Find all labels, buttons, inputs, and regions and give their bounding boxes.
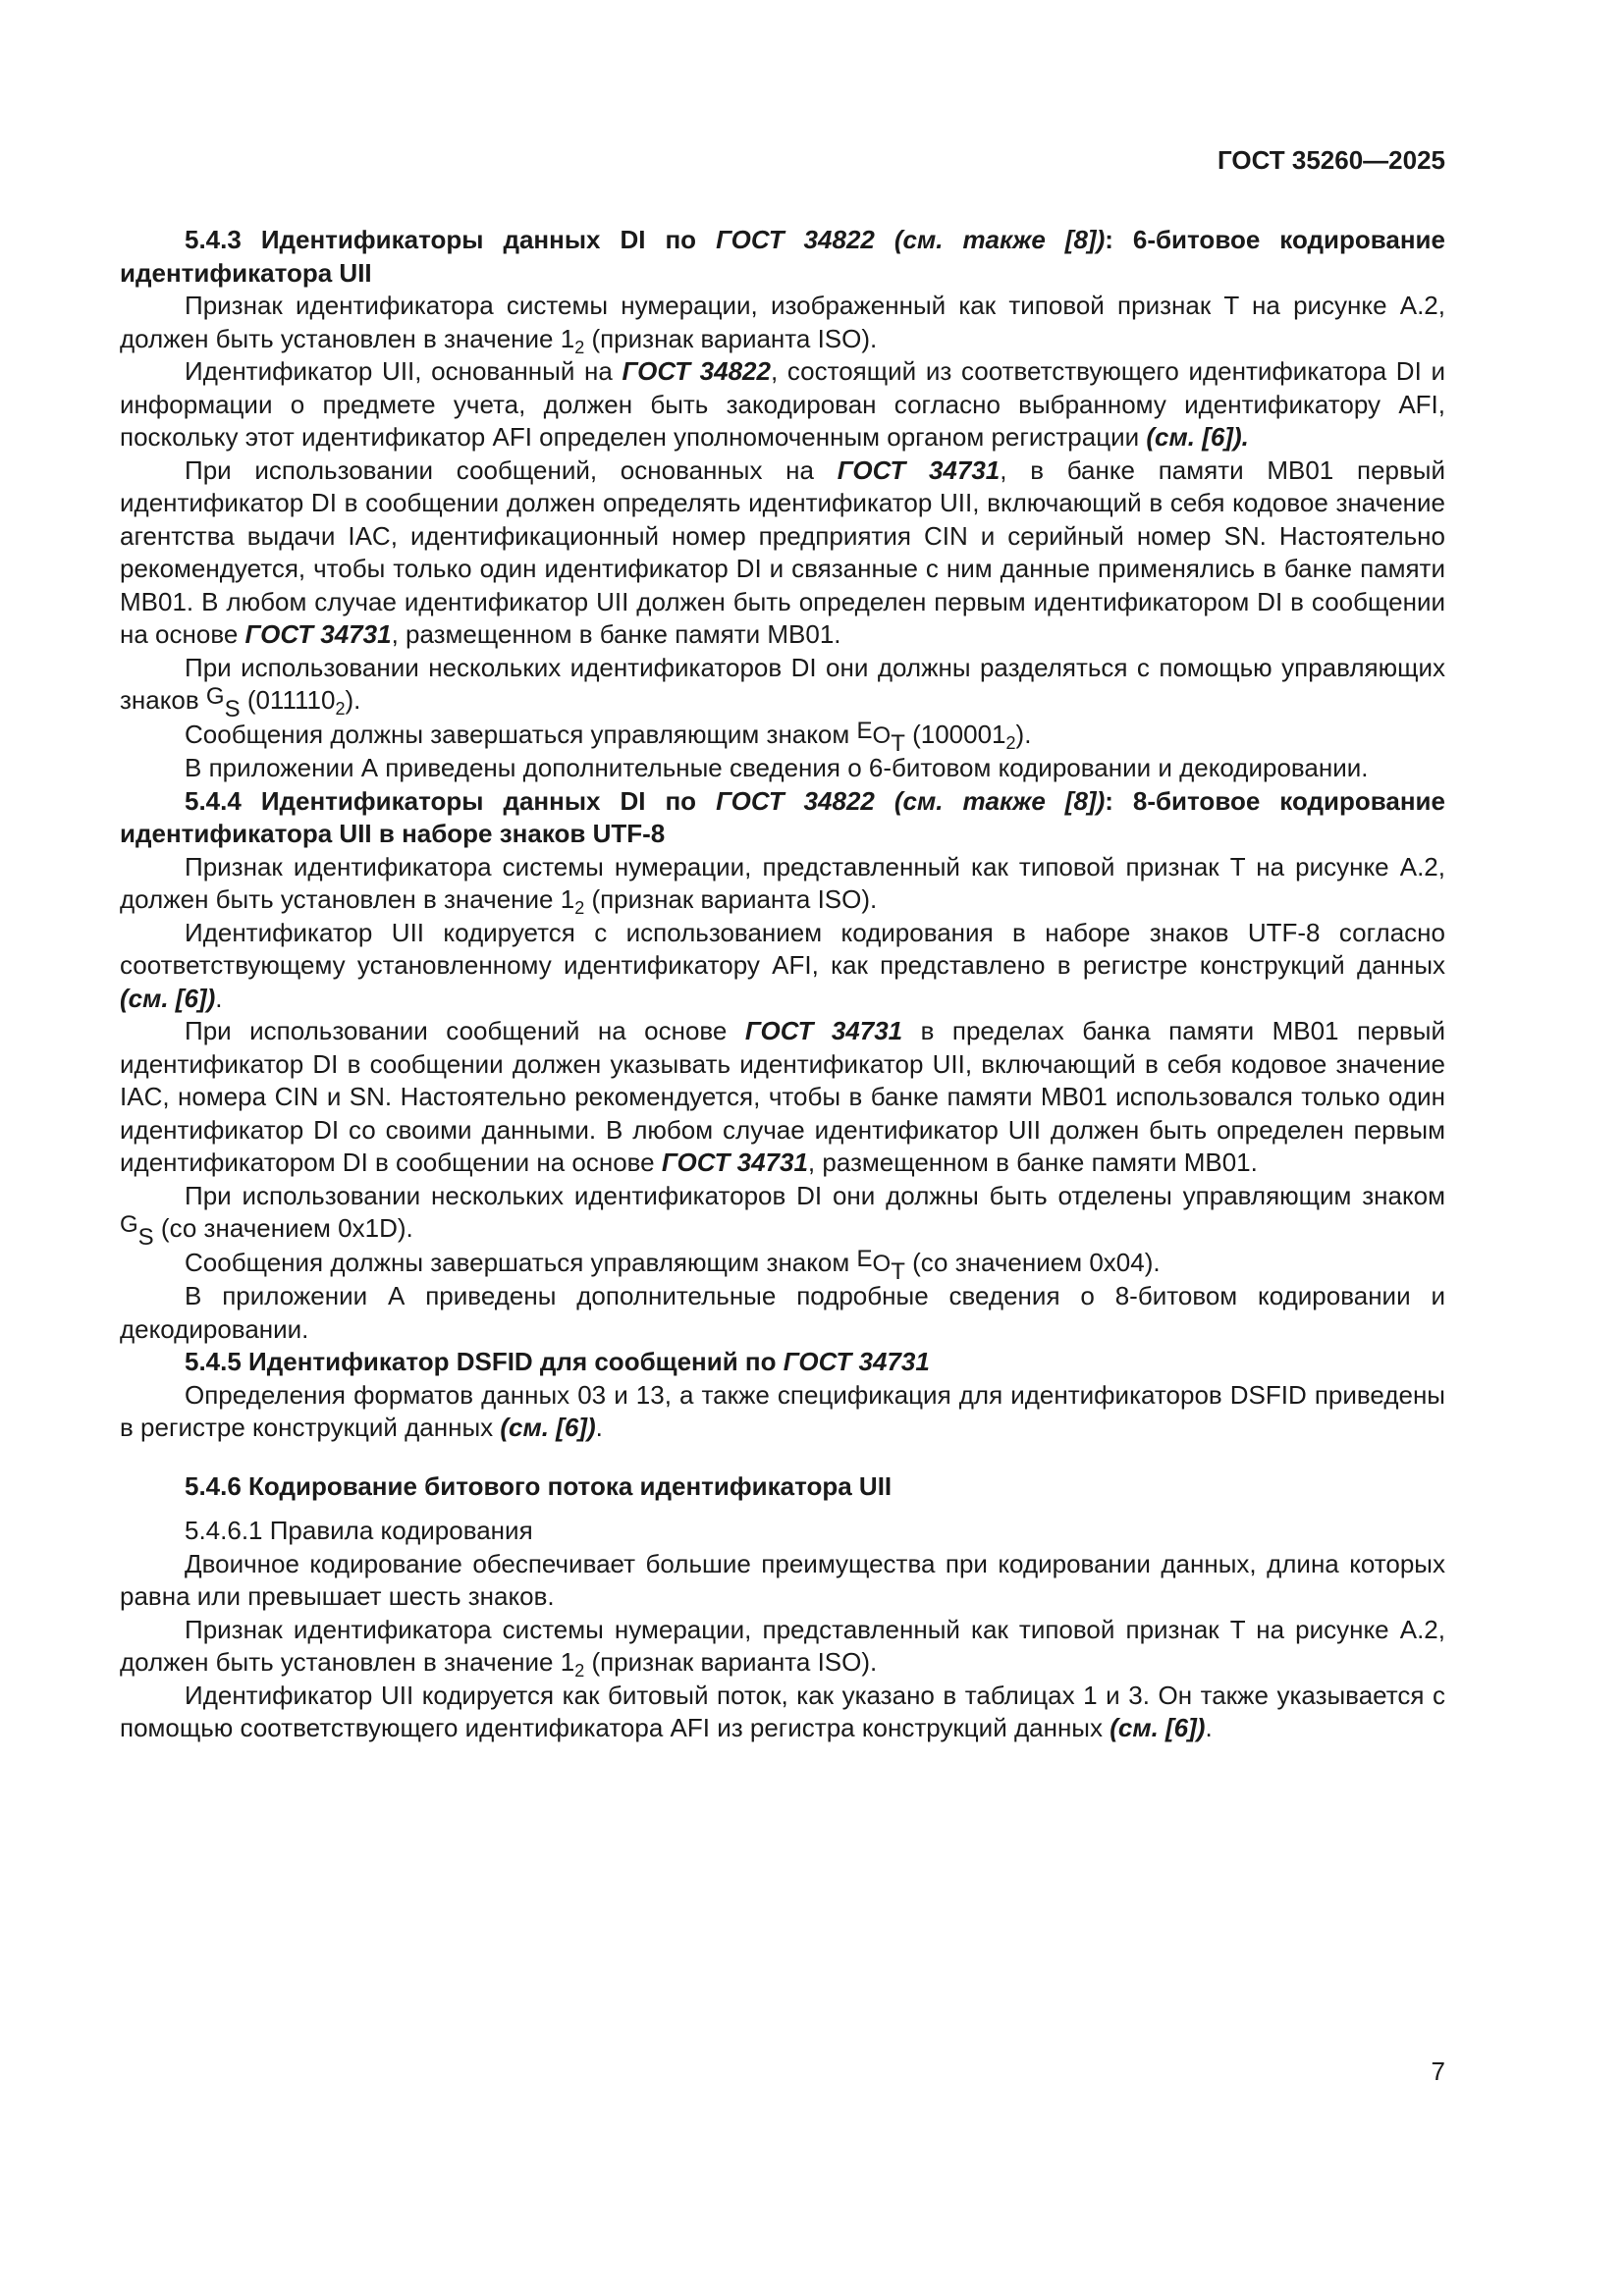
paragraph: Идентификатор UII кодируется с использованием кодирования в наборе знаков UTF-8 согласно соответствующему установленному идентификатору AFI, как представлено в регистре конструкций данных (см. [6]). <box>120 917 1445 1013</box>
paragraph: В приложении А приведены дополнительные подробные сведения о 8-битовом кодировании и декодировании. <box>120 1281 1445 1344</box>
paragraph: При использовании нескольких идентификаторов DI они должны быть отделены управляющим знаком GS (со значением 0x1D). <box>120 1180 1445 1251</box>
gs-control-symbol: GS <box>120 1211 154 1251</box>
paragraph: При использовании сообщений, основанных на ГОСТ 34731, в банке памяти MB01 первый идентификатор DI в сообщении должен определять идентификатор UII, включающий в себя кодовое значение агентства выдачи IAC, идентификационный номер предприятия CIN и серийный номер SN. Настоятельно рекомендуется, чтобы только один идентификатор DI и связанные с ним данные применялись в банке памяти MB01. В любом случае идентификатор UII должен быть определен первым идентификатором DI в сообщении на основе ГОСТ 34731, размещенном в банке памяти MB01. <box>120 454 1446 649</box>
ref-gost-34731: ГОСТ 34731 <box>837 454 1001 485</box>
paragraph: Двоичное кодирование обеспечивает большие преимущества при кодировании данных, длина которых равна или превышает шесть знаков. <box>120 1548 1445 1611</box>
section-5-4-5-heading: 5.4.5 Идентификатор DSFID для сообщений по ГОСТ 34731 <box>185 1347 930 1376</box>
ref-gost-34822: ГОСТ 34822 <box>622 356 771 386</box>
ref-see-6: (см. [6]) <box>120 983 216 1013</box>
ref-gost-34822: ГОСТ 34822 <box>716 785 875 816</box>
ref-gost-34731: ГОСТ 34731 <box>661 1148 808 1177</box>
ref-gost-34731: ГОСТ 34731 <box>244 619 392 649</box>
paragraph: Сообщения должны завершаться управляющим знаком EOT (со значением 0x04). <box>185 1245 1161 1285</box>
ref-gost-34822: ГОСТ 34822 <box>716 225 875 254</box>
subsection-5-4-6-1-heading: 5.4.6.1 Правила кодирования <box>185 1516 533 1545</box>
section-5-4-4-heading: 5.4.4 Идентификаторы данных DI по ГОСТ 34822 (см. также [8]): 8-битовое кодирование идентификатора UII в наборе знаков UTF-8 <box>120 785 1446 848</box>
eot-control-symbol: EOT <box>856 717 905 757</box>
ref-see-also-8: (см. также [8]) <box>893 225 1106 254</box>
paragraph: Идентификатор UII, основанный на ГОСТ 34822, состоящий из соответствующего идентификатора DI и информации о предмете учета, должен быть закодирован согласно выбранному идентификатору AFI, поскольку этот идентификатор AFI определен уполномоченным органом регистрации (см. [6]). <box>120 356 1445 452</box>
paragraph: Признак идентификатора системы нумерации, изображенный как типовой признак T на рисунке А.2, должен быть установлен в значение $1_2$ (признак варианта ISO). <box>120 291 1445 357</box>
paragraph: Идентификатор UII кодируется как битовый поток, как указано в таблицах 1 и 3. Он также указывается с помощью соответствующего идентификатора AFI из регистра конструкций данных (см. [6]). <box>120 1680 1445 1742</box>
document-body <box>120 224 1445 1745</box>
paragraph: При использовании сообщений на основе ГОСТ 34731 в пределах банка памяти MB01 первый идентификатор DI в сообщении должен указывать идентификатор UII, включающий в себя кодовое значение IAC, номера CIN и SN. Настоятельно рекомендуется, чтобы в банке памяти MB01 использовался только один идентификатор DI со своими данными. В любом случае идентификатор UII должен быть определен первым идентификатором DI в сообщении на основе ГОСТ 34731, размещенном в банке памяти MB01. <box>120 1016 1445 1177</box>
paragraph: Признак идентификатора системы нумерации, представленный как типовой признак T на рисунке А.2, должен быть установлен в значение $1_2$ (признак варианта ISO). <box>120 851 1445 918</box>
paragraph: При использовании нескольких идентификаторов DI они должны разделяться с помощью управляющих знаков GS $(011110_2)$. <box>120 652 1445 722</box>
ref-see-also-8: (см. также [8]) <box>893 785 1106 816</box>
ref-see-6: (см. [6]) <box>500 1413 596 1442</box>
ref-gost-34731: ГОСТ 34731 <box>783 1347 930 1376</box>
ref-see-6: (см. [6]) <box>1146 422 1242 452</box>
ref-see-6: (см. [6]) <box>1110 1713 1206 1742</box>
paragraph: Признак идентификатора системы нумерации, представленный как типовой признак T на рисунке А.2, должен быть установлен в значение $1_2$ (признак варианта ISO). <box>120 1614 1445 1681</box>
page-number: 7 <box>1431 2056 1445 2086</box>
paragraph: Определения форматов данных 03 и 13, а также спецификация для идентификаторов DSFID приведены в регистре конструкций данных (см. [6]). <box>120 1379 1445 1442</box>
section-5-4-6-heading: 5.4.6 Кодирование битового потока идентификатора UII <box>185 1470 893 1501</box>
paragraph: В приложении А приведены дополнительные сведения о 6-битовом кодировании и декодировании. <box>185 753 1369 782</box>
paragraph: Сообщения должны завершаться управляющим знаком EOT $(100001_2)$. <box>185 717 1032 757</box>
gs-control-symbol: GS <box>205 683 241 722</box>
ref-gost-34731: ГОСТ 34731 <box>744 1016 903 1045</box>
document-header: ГОСТ 35260—2025 <box>1218 145 1445 175</box>
eot-control-symbol: EOT <box>856 1245 905 1285</box>
section-5-4-3-heading: 5.4.3 Идентификаторы данных DI по ГОСТ 34822 (см. также [8]): 6-битовое кодирование идентификатора UII <box>120 225 1446 288</box>
